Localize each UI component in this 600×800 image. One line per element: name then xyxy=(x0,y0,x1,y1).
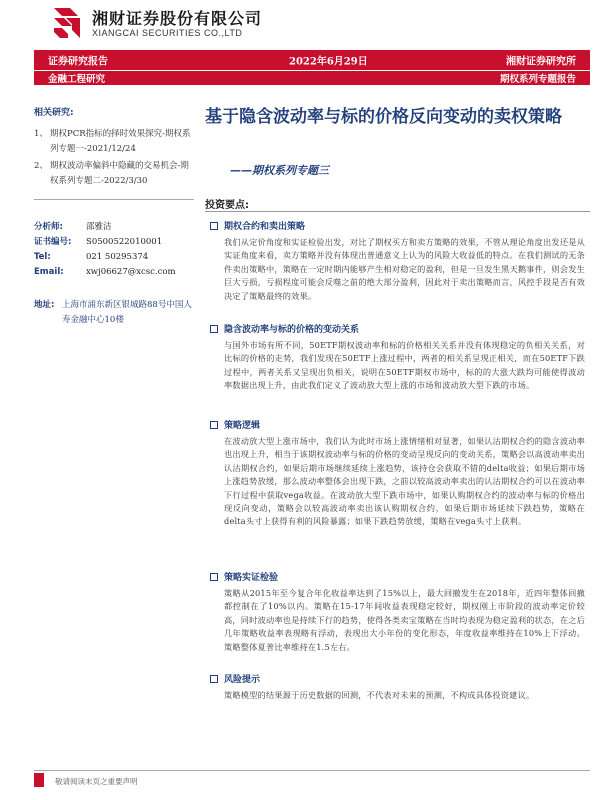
section-strategy-logic xyxy=(210,418,585,529)
square-bullet-icon xyxy=(210,222,218,230)
related-item-number: 2、 xyxy=(34,161,48,171)
section-body: 与国外市场有所不同，50ETF期权波动率和标的价格相关关系并没有体现稳定的负相关关系，对比标的价格的走势，我们发现在50ETF上涨过程中，两者的相关系呈现正相关，而在50ETF下跌过程中，两者关系又呈现出负相关，说明在50ETF期权市场中，标的的大涨大跌均可能使得波动率数据出现上升，由此我们定义了波动放大型上涨的市场和波动放大型下跌的市场。 xyxy=(224,340,585,391)
section-body: 策略从2015年至今复合年化收益率达到了15%以上，最大回撤发生在2018年，近四年整体回撤都控制在了10%以内。策略在15-17年间收益表现稳定较好，期权刚上市阶段的波动率定价较高，同时波动率也是持续下行的趋势，使得各类卖宝策略在当时均表现为稳定盈利的状态，在之后几年策略收益率表现略有浮动，表现出大小年份的变化形态，年度收益率维持在10%上下浮动。策略整体夏普比率维持在1.5左右。 xyxy=(224,588,585,652)
key-points-heading: 投资要点: xyxy=(205,200,249,211)
sub-red-bar xyxy=(34,71,590,85)
page-title: 基于隐含波动率与标的价格反向变动的卖权策略 xyxy=(205,107,562,127)
cert-number: S0500522010001 xyxy=(86,237,163,247)
company-logo-icon xyxy=(50,6,84,40)
page-subtitle: ——期权系列专题三 xyxy=(230,164,329,177)
research-category: 金融工程研究 xyxy=(48,74,106,85)
key-points-divider xyxy=(205,211,590,212)
section-heading: 期权合约和卖出策略 xyxy=(224,222,306,232)
square-bullet-icon xyxy=(210,325,218,333)
section-body: 我们从定价角度和实证检验出发，对比了期权买方和卖方策略的效果，不管从理论角度出发还是从实证角度来看，卖方策略并没有体现出普通意义上认为的风险大收益低的特点。在我们测试的无条件卖出策略中，策略在一定时期内能够产生相对稳定的盈利，但是一旦发生黑天鹅事件，则会发生巨大亏损，亏损程度可能会反噬之前的绝大部分盈利，因此对于卖出策略而言，风控手段是否有效决定了策略最终的效果。 xyxy=(224,237,585,301)
email-label: Email: xyxy=(34,267,64,277)
footer-accent-bar xyxy=(34,773,44,787)
sidebar-divider xyxy=(34,199,194,200)
section-iv-price-relation xyxy=(210,322,585,393)
sidebar xyxy=(34,106,194,328)
email-row xyxy=(34,265,194,280)
related-item[interactable] xyxy=(34,159,194,189)
report-date: 2022年6月29日 xyxy=(289,56,368,68)
tel-number: 021 50295374 xyxy=(86,252,149,262)
address-label: 地址: xyxy=(34,300,55,310)
company-name-en: XIANGCAI SECURITIES CO.,LTD xyxy=(92,28,243,38)
section-heading: 策略逻辑 xyxy=(224,421,261,431)
section-heading: 风险提示 xyxy=(224,675,261,685)
report-type: 证券研究报告 xyxy=(48,56,108,68)
related-item-text[interactable]: 期权波动率偏斜中隐藏的交易机会-期权系列专题二-2022/3/30 xyxy=(50,161,189,186)
analyst-name: 邵雅洁 xyxy=(86,222,112,232)
tel-row xyxy=(34,250,194,265)
address-text: 上海市浦东新区银城路88号中国人寿金融中心10楼 xyxy=(62,300,192,325)
section-heading: 策略实证检验 xyxy=(224,573,279,583)
related-research-heading: 相关研究: xyxy=(34,108,74,118)
cert-label: 证书编号: xyxy=(34,237,72,247)
square-bullet-icon xyxy=(210,573,218,581)
section-empirical-test xyxy=(210,570,585,654)
cert-row xyxy=(34,235,194,250)
research-institute: 湘财证券研究所 xyxy=(506,56,576,68)
company-name-cn: 湘财证券股份有限公司 xyxy=(92,9,263,28)
tel-label: Tel: xyxy=(34,252,51,262)
report-series: 期权系列专题报告 xyxy=(499,74,576,85)
analyst-row xyxy=(34,220,194,235)
footer-disclaimer[interactable]: 敬请阅读末页之重要声明 xyxy=(55,777,138,786)
related-item[interactable] xyxy=(34,127,194,157)
footer-divider xyxy=(34,770,590,771)
related-item-text[interactable]: 期权PCR指标的择时效果探究-期权系列专题一-2021/12/24 xyxy=(50,129,191,154)
square-bullet-icon xyxy=(210,421,218,429)
section-options-and-selling xyxy=(210,219,585,303)
email-address[interactable]: xwj06627@xcsc.com xyxy=(86,267,176,277)
address-row xyxy=(34,298,194,328)
section-risk-warning xyxy=(210,672,585,702)
top-red-bar xyxy=(34,50,590,70)
square-bullet-icon xyxy=(210,675,218,683)
section-body: 策略模型的结果源于历史数据的回测，不代表对未来的预测，不构成具体投资建议。 xyxy=(224,690,535,700)
section-body: 在波动放大型上涨市场中，我们认为此时市场上涨情绪相对显著，如果认沽期权合约的隐含波动率也出现上升，相当于该期权波动率与标的价格的变动呈现反向的变动关系，策略会以高波动率卖出认沽期权合约，如果后期市场继续延续上涨趋势，该持仓会获取不错的delta收益；如果后期市场上涨趋势放缓，那么波动率整体会出现下跌，之前以较高波动率卖出的认沽期权合约可以在波动率下行过程中获取vega收益。在波动放大型下跌市场中，如果认购期权合约的波动率与标的价格出现反向变动，策略会以较高波动率卖出该认购期权合约，如果后期市场延续下跌趋势，策略在delta头寸上获得有利的风险暴露；如果下跌趋势放缓，策略在vega头寸上获利。 xyxy=(224,436,585,527)
related-item-number: 1、 xyxy=(34,129,48,139)
section-heading: 隐含波动率与标的价格的变动关系 xyxy=(224,325,360,335)
analyst-label: 分析师: xyxy=(34,222,63,232)
